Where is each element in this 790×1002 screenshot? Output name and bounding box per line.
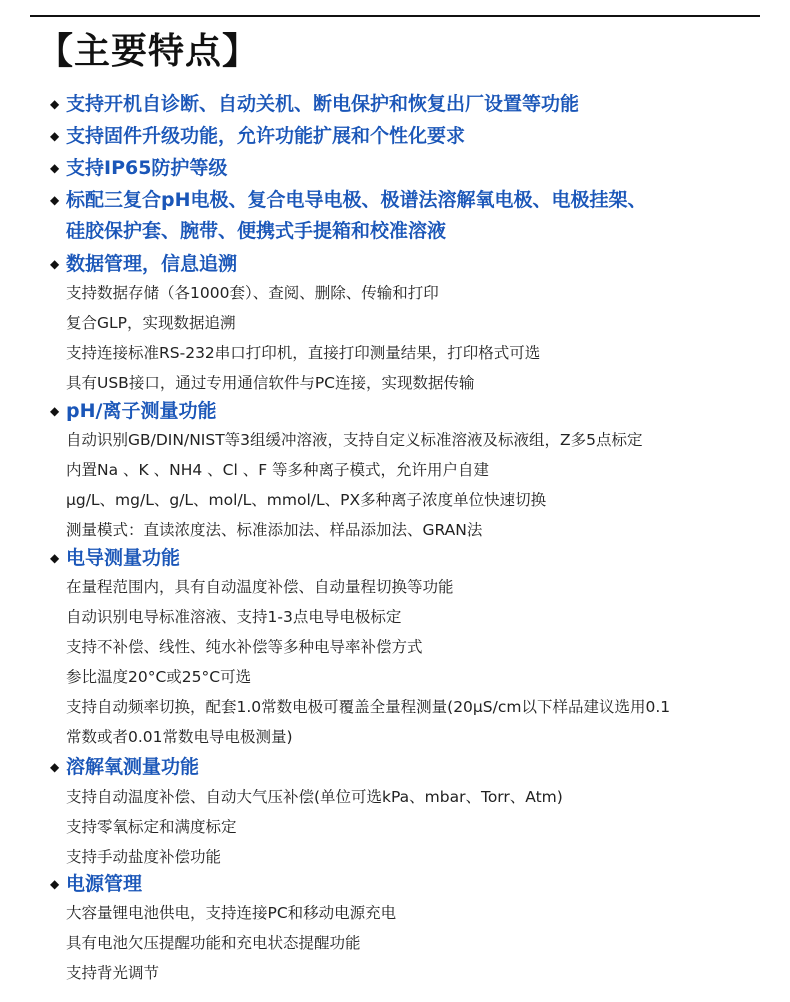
diamond-bullet-icon: ◆ <box>50 161 60 175</box>
page-title: 【主要特点】 <box>37 31 260 72</box>
feature-detail: 支持连接标准RS-232串口打印机，直接打印测量结果，打印格式可选 <box>66 344 541 362</box>
feature-detail: 支持不补偿、线性、纯水补偿等多种电导率补偿方式 <box>66 638 423 656</box>
feature-item <box>50 153 227 184</box>
feature-item <box>50 396 216 427</box>
feature-title: 数据管理，信息追溯 <box>66 253 238 275</box>
feature-detail: 内置Na 、K 、NH4 、Cl 、F 等多种离子模式，允许用户自建 <box>66 461 490 479</box>
feature-item <box>50 185 647 247</box>
feature-detail: 支持数据存储（各1000套）、查阅、删除、传输和打印 <box>66 284 439 302</box>
feature-title: pH/离子测量功能 <box>66 400 217 422</box>
feature-item <box>50 249 237 280</box>
diamond-bullet-icon: ◆ <box>50 404 60 418</box>
diamond-bullet-icon: ◆ <box>50 129 60 143</box>
diamond-bullet-icon: ◆ <box>50 551 60 565</box>
feature-detail: 支持手动盐度补偿功能 <box>66 848 222 866</box>
feature-title: 支持开机自诊断、自动关机、断电保护和恢复出厂设置等功能 <box>66 93 580 115</box>
diamond-bullet-icon: ◆ <box>50 877 60 891</box>
diamond-bullet-icon: ◆ <box>50 760 60 774</box>
feature-detail: 常数或者0.01常数电导电极测量) <box>66 728 293 746</box>
feature-title: 标配三复合pH电极、复合电导电极、极谱法溶解氧电极、电极挂架、 <box>66 189 647 211</box>
feature-detail: 大容量锂电池供电，支持连接PC和移动电源充电 <box>66 904 397 922</box>
feature-detail: 支持零氧标定和满度标定 <box>66 818 237 836</box>
feature-title: 溶解氧测量功能 <box>66 756 200 778</box>
feature-detail: 支持背光调节 <box>66 964 160 982</box>
feature-detail: 具有电池欠压提醒功能和充电状态提醒功能 <box>66 934 361 952</box>
feature-title: 支持IP65防护等级 <box>66 157 228 179</box>
feature-detail: 支持自动温度补偿、自动大气压补偿(单位可选kPa、mbar、Torr、Atm) <box>66 788 563 806</box>
feature-detail: 具有USB接口，通过专用通信软件与PC连接，实现数据传输 <box>66 374 475 392</box>
feature-detail: 复合GLP，实现数据追溯 <box>66 314 236 332</box>
feature-title: 电导测量功能 <box>66 547 181 569</box>
feature-item <box>50 121 465 152</box>
feature-title: 电源管理 <box>66 873 143 895</box>
diamond-bullet-icon: ◆ <box>50 193 60 207</box>
feature-detail: 支持自动频率切换，配套1.0常数电极可覆盖全量程测量(20μS/cm以下样品建议选用0.1 <box>66 698 671 716</box>
feature-detail: 自动识别GB/DIN/NIST等3组缓冲溶液，支持自定义标准溶液及标液组，Z多5点标定 <box>66 431 643 449</box>
diamond-bullet-icon: ◆ <box>50 97 60 111</box>
feature-detail: μg/L、mg/L、g/L、mol/L、mmol/L、PX多种离子浓度单位快速切换 <box>66 491 547 509</box>
feature-detail: 测量模式：直读浓度法、标准添加法、样品添加法、GRAN法 <box>66 521 483 539</box>
feature-item <box>50 869 142 900</box>
feature-title: 支持固件升级功能，允许功能扩展和个性化要求 <box>66 125 466 147</box>
feature-detail: 参比温度20°C或25°C可选 <box>66 668 252 686</box>
feature-item <box>50 543 180 574</box>
feature-item <box>50 752 199 783</box>
diamond-bullet-icon: ◆ <box>50 257 60 271</box>
feature-title-continued: 硅胶保护套、腕带、便携式手提箱和校准溶液 <box>66 220 447 242</box>
feature-detail: 在量程范围内，具有自动温度补偿、自动量程切换等功能 <box>66 578 454 596</box>
feature-detail: 自动识别电导标准溶液、支持1-3点电导电极标定 <box>66 608 402 626</box>
feature-item <box>50 89 579 120</box>
